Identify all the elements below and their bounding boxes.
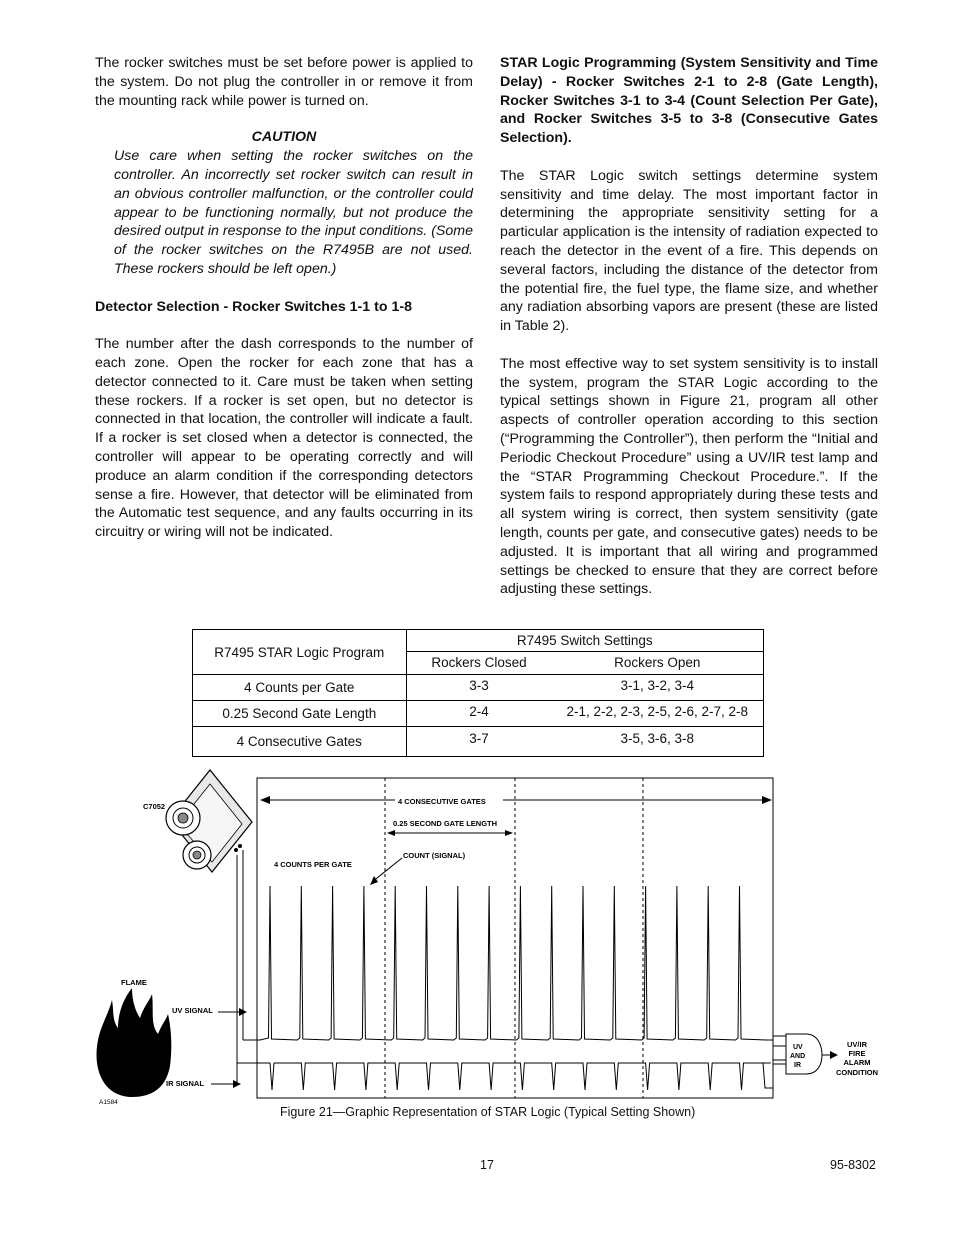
arrowhead-left-icon <box>260 796 270 804</box>
flame-icon <box>96 988 171 1097</box>
intro-paragraph: The rocker switches must be set before power is applied to the system. Do not plug the controller in or remove it from the mounting rack while power is turned on. <box>95 55 473 109</box>
detector-selection-heading: Detector Selection - Rocker Switches 1-1 to 1-8 <box>95 298 412 315</box>
alarm-label-1: UV/IR <box>846 1040 868 1049</box>
page-number: 17 <box>480 1158 494 1172</box>
detector-icon <box>166 770 252 872</box>
detector-selection-body: The number after the dash corresponds to the number of each zone. Open the rocker for each zone that has a detector connected to it. Care must be taken when setting these rockers. If a rocker is set open, but no detector is connected in that location, the controller will indicate a fault. If a rocker is set closed when a detector is connected, the controller will appear to be operating correctly and will produce an alarm condition if the corresponding detectors sense a fire. However, that detector will be eliminated from the Automatic test sequence, and any faults occurring in its circuitry or wiring will not be indicated. <box>95 336 473 541</box>
right-column <box>500 54 878 599</box>
alarm-label-4: CONDITION <box>835 1068 879 1077</box>
left-column <box>95 54 473 542</box>
star-logic-paragraph-2: The most effective way to set system sensitivity is to install the system, program the STAR Logic according to the typical settings shown in Figure 21, program all other aspects of controller operation according to this section (“Programming the Controller”), then perform the “Initial and Periodic Checkout Procedure” using a UV/IR test lamp and the “STAR Programming Checkout Procedure.”. If the system fails to respond appropriately during these tests and all system wiring is correct, then system sensitivity (gate length, counts per gate, and consecutive gates) needs to be adjusted. It is important that all wiring and programmed settings be checked to ensure that they are correct before adjusting these settings. <box>500 355 878 598</box>
ir-signal-label: IR SIGNAL <box>166 1079 204 1088</box>
arrowhead-right-icon <box>762 796 772 804</box>
program-column-header: R7495 STAR Logic Program <box>193 630 407 675</box>
program-cell: 0.25 Second Gate Length <box>193 701 407 727</box>
alarm-label-2: FIRE <box>848 1049 866 1058</box>
alarm-label-3: ALARM <box>843 1058 871 1067</box>
program-cell: 4 Consecutive Gates <box>193 727 407 757</box>
rockers-closed-header: Rockers Closed <box>431 655 527 670</box>
table-header-row <box>193 630 764 675</box>
closed-cell: 3-7 <box>469 731 489 746</box>
table-row <box>193 727 764 757</box>
closed-cell: 2-4 <box>469 704 489 719</box>
rockers-open-header: Rockers Open <box>614 655 701 670</box>
consecutive-gates-label: 4 CONSECUTIVE GATES <box>398 797 486 806</box>
star-logic-paragraph-1: The STAR Logic switch settings determine system sensitivity and time delay. The most important factor in determining the appropriate sensitivity setting for a particular application is the intensity of radiation expected to reach the detector in the event of a fire. This depends on several factors, including the distance of the detector from the potential fire, the fuel type, the flame size, and whether any radiation absorbing vapors are present (these are listed in Table 2). <box>500 167 878 335</box>
star-logic-figure <box>0 760 954 1140</box>
table-row <box>193 675 764 701</box>
closed-cell: 3-3 <box>469 678 489 693</box>
drawing-id: A1584 <box>99 1099 118 1106</box>
flame-label: FLAME <box>121 978 147 987</box>
ir-signal-trace <box>237 1063 786 1090</box>
counts-per-gate-label: 4 COUNTS PER GATE <box>274 860 352 869</box>
switch-settings-header: R7495 Switch Settings <box>407 630 763 652</box>
program-cell: 4 Counts per Gate <box>193 675 407 701</box>
gate-ir-label: IR <box>794 1062 801 1069</box>
caution-title: CAUTION <box>251 129 317 146</box>
gate-and-label: AND <box>790 1053 806 1060</box>
document-number: 95-8302 <box>830 1158 876 1172</box>
table-row <box>193 701 764 727</box>
star-logic-heading: STAR Logic Programming (System Sensitivity and Time Delay) - Rocker Switches 2-1 to 2-8 (Gate Length), Rocker Switches 3-1 to 3-4 (Count Selection Per Gate), and Rocker Switches 3-5 to 3-8 (Consecutive Gates Selection). <box>500 55 878 147</box>
open-cell: 3-1, 3-2, 3-4 <box>620 678 695 693</box>
switch-settings-table <box>192 629 764 757</box>
open-cell: 3-5, 3-6, 3-8 <box>620 731 695 746</box>
uv-signal-label: UV SIGNAL <box>172 1006 213 1015</box>
gate-length-label: 0.25 SECOND GATE LENGTH <box>393 819 498 828</box>
open-cell: 2-1, 2-2, 2-3, 2-5, 2-6, 2-7, 2-8 <box>566 704 749 719</box>
detector-label: C7052 <box>143 802 166 811</box>
gate-uv-label: UV <box>793 1044 803 1051</box>
caution-text: Use care when setting the rocker switches on the controller. An incorrectly set rocker switch can result in an obvious controller malfunction, or the controller could appear to be functioning normally, but not produce the desired output in response to the input conditions. (Some of the rocker switches on the R7495B are not used. These rockers should be left open.) <box>114 148 473 277</box>
figure-caption: Figure 21—Graphic Representation of STAR Logic (Typical Setting Shown) <box>280 1105 696 1119</box>
count-signal-label: COUNT (SIGNAL) <box>403 851 466 860</box>
